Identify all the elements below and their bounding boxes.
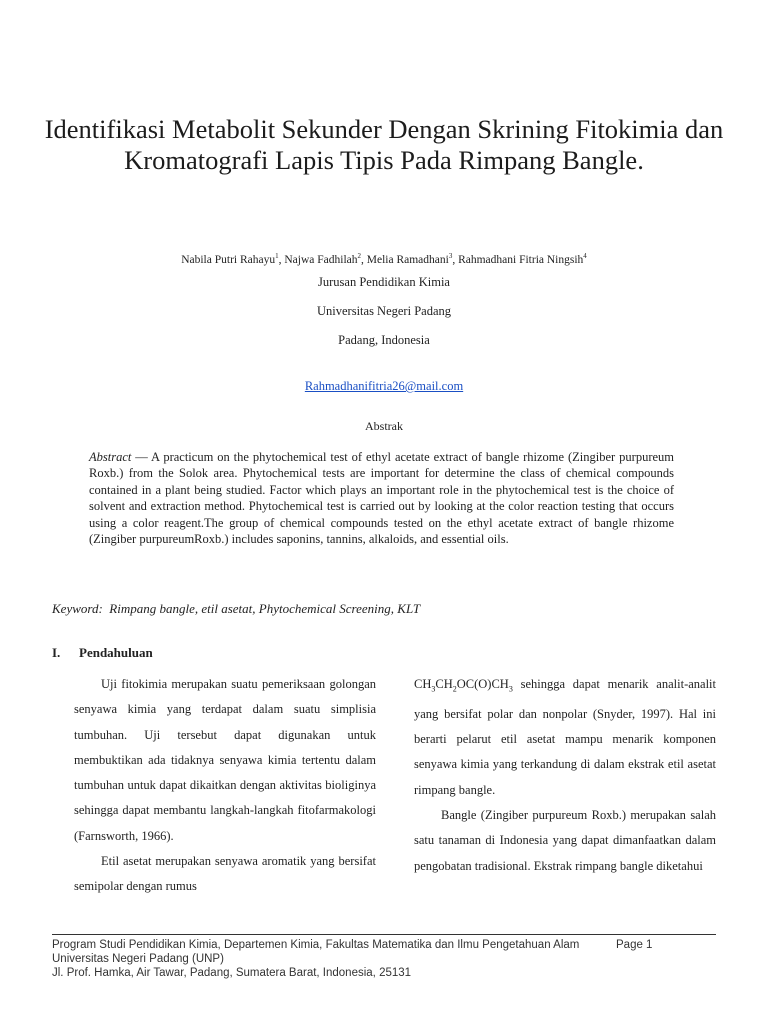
paragraph: Bangle (Zingiber purpureum Roxb.) merupakan salah satu tanaman di Indonesia yang dapat dimanfaatkan dalam pengobatan tradisional. Ekstrak rimpang bangle diketahui — [414, 807, 716, 873]
page-number: Page 1 — [616, 939, 653, 951]
footer-line: Jl. Prof. Hamka, Air Tawar, Padang, Sumatera Barat, Indonesia, 25131 — [52, 967, 412, 979]
section-number: I. — [52, 645, 61, 660]
university: Universitas Negeri Padang — [317, 304, 451, 318]
author-name: Najwa Fadhilah — [284, 253, 358, 266]
body-column-left — [74, 672, 376, 900]
author-affiliation-mark: 3 — [448, 252, 453, 260]
footer-divider — [52, 934, 716, 935]
author-name: Nabila Putri Rahayu — [181, 253, 276, 266]
footer-line: Universitas Negeri Padang (UNP) — [52, 953, 224, 965]
body-column-right — [414, 672, 716, 879]
abstract-body — [89, 449, 674, 547]
page-footer — [52, 938, 722, 980]
abstract-heading: Abstrak — [365, 419, 403, 433]
abstract-label: Abstract — [89, 450, 132, 464]
chemical-formula: $CH_3CH_2OC(O)CH_3$ — [414, 677, 513, 694]
paragraph: Etil asetat merupakan senyawa aromatik yang bersifat semipolar dengan rumus — [74, 854, 376, 894]
abstract-text: — A practicum on the phytochemical test of ethyl acetate extract of bangle rhizome (Zingiber purpureum Roxb.) from the Solok area. Phytochemical tests are important for determine the class of chemical compounds contained in a plant being studied. Factor which plays an important role in the phytochemical test is the choice of solvent and extraction method. Phytochemical test is carried out by looking at the color reaction testing that occurs using a color reagent.The group of chemical compounds tested on the ethyl acetate extract of bangle rhizome (Zingiber purpureumRoxb.) includes saponins, tannins, alkaloids, and essential oils. — [89, 450, 674, 547]
author-name: Melia Ramadhani — [366, 253, 449, 266]
paper-title: Identifikasi Metabolit Sekunder Dengan Skrining Fitokimia dan Kromatografi Lapis Tipis Pada Rimpang Bangle. — [44, 114, 724, 175]
author-name: Rahmadhani Fitria Ningsih — [458, 253, 584, 266]
section-title: Pendahuluan — [79, 645, 153, 660]
keywords — [52, 601, 420, 617]
department: Jurusan Pendidikan Kimia — [318, 275, 450, 289]
author-affiliation-mark: 4 — [583, 252, 587, 260]
keyword-text: Rimpang bangle, etil asetat, Phytochemical Screening, KLT — [109, 601, 421, 616]
author-affiliation-mark: 1 — [275, 252, 279, 260]
author-list: Nabila Putri Rahayu$^1$, Najwa Fadhilah$^2$, Melia Ramadhani$^3$, Rahmadhani Fitria Ningsih$^4$ — [181, 252, 587, 266]
paragraph: $CH_3CH_2OC(O)CH_3$ sehingga dapat menarik analit-analit yang bersifat polar dan nonpolar (Snyder, 1997). Hal ini berarti pelarut etil asetat mampu menarik komponen senyawa kimia yang terkandung di dalam ekstrak etil asetat rimpang bangle. — [414, 677, 716, 797]
city: Padang, Indonesia — [338, 333, 430, 347]
author-affiliation-mark: 2 — [357, 252, 361, 260]
section-heading — [52, 645, 153, 661]
footer-line: Program Studi Pendidikan Kimia, Departemen Kimia, Fakultas Matematika dan Ilmu Pengetahuan Alam — [52, 939, 580, 951]
paragraph: Uji fitokimia merupakan suatu pemeriksaan golongan senyawa kimia yang terdapat dalam suatu simplisia tumbuhan. Uji tersebut dapat digunakan untuk membuktikan ada tidaknya senyawa kimia tertentu dalam tumbuhan untuk dapat dikaitkan dengan aktivitas bioliginya sehingga dapat membantu langkah-langkah fitofarmakologi (Farnsworth, 1966). — [74, 677, 376, 843]
keyword-label: Keyword: — [52, 601, 103, 616]
email-link[interactable]: Rahmadhanifitria26@mail.com — [304, 379, 464, 393]
